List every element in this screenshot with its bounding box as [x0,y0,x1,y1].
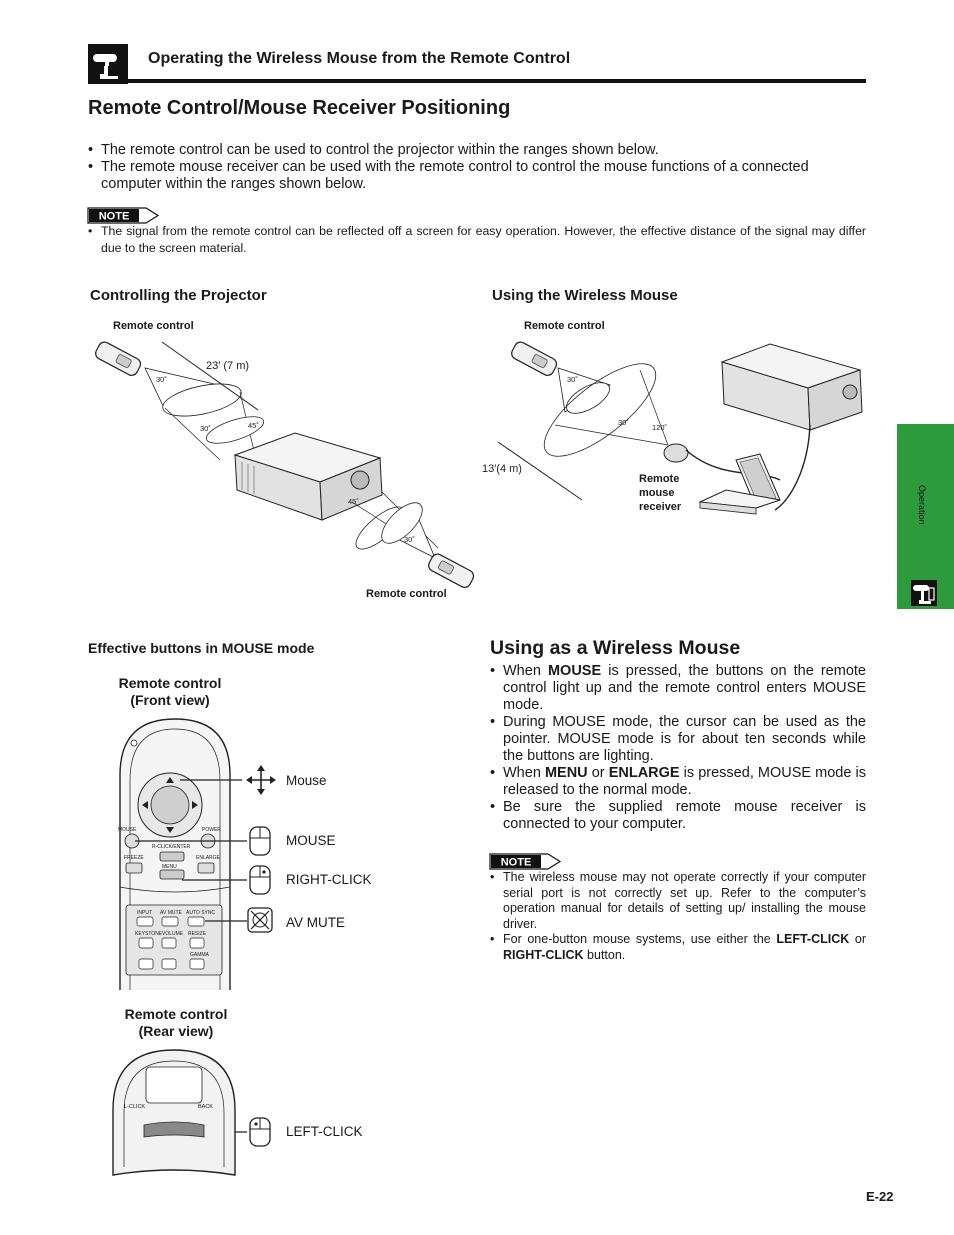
front-view-caption: Remote control (Front view) [118,675,222,708]
note-label: NOTE [98,210,130,223]
remote-icon [510,340,559,377]
left-distance: 23′ (7 m) [206,360,250,372]
left-remote-label-top: Remote control [113,320,194,332]
angle-label: 30˚ [156,375,167,384]
av-mute-icon [247,907,273,933]
svg-text:POWER: POWER [202,827,221,833]
wireless-bullet: • When MENU or ENLARGE is pressed, MOUSE mode is released to the normal mode. [490,765,866,799]
section-title: Remote Control/Mouse Receiver Positioning [88,97,511,119]
wireless-bullet: • During MOUSE mode, the cursor can be used as the pointer. MOUSE mode is for about ten seconds while the buttons are lighting. [490,714,866,765]
right-click-icon [249,865,271,895]
wireless-bullet: • Be sure the supplied remote mouse receiver is connected to your computer. [490,799,866,833]
svg-text:KEYSTONE: KEYSTONE [135,931,163,937]
operation-hand-icon [88,44,128,84]
svg-text:L-CLICK: L-CLICK [124,1104,146,1110]
remote-rear-view [110,1045,238,1180]
left-click-button [144,1122,204,1137]
effective-buttons-title: Effective buttons in MOUSE mode [88,640,315,656]
left-remote-label-bottom: Remote control [366,588,447,600]
note-list [88,223,866,256]
header-rule [88,79,866,83]
callout-mouse-button: MOUSE [286,833,336,848]
wireless-list [490,663,866,833]
svg-text:MOUSE: MOUSE [118,827,137,833]
left-click-icon [249,1117,271,1147]
note-label: NOTE [500,856,532,869]
receiver-label: Remote mouse receiver [639,473,682,513]
svg-text:FREEZE: FREEZE [124,855,144,861]
svg-text:INPUT: INPUT [137,910,152,916]
note-badge [88,208,158,223]
header-title: Operating the Wireless Mouse from the Remote Control [148,50,571,67]
svg-text:GAMMA: GAMMA [190,952,209,958]
angle-label: 120˚ [652,423,668,432]
svg-text:ENLARGE: ENLARGE [196,855,220,861]
svg-text:AUTO SYNC: AUTO SYNC [186,910,216,916]
intro-bullet: • The remote control can be used to control the projector within the ranges shown below. [88,142,866,159]
svg-text:RESIZE: RESIZE [188,931,207,937]
intro-bullet: • The remote mouse receiver can be used with the remote control to control the mouse functions of a connected computer within the ranges shown below. [88,159,866,193]
remote-icon [94,340,143,377]
wireless-title: Using as a Wireless Mouse [490,637,741,659]
note-text: • The signal from the remote control can be reflected off a screen for easy operation. However, the effective distance of the signal may differ due to the screen material. [88,223,866,256]
callout-av-mute: AV MUTE [286,915,346,930]
callout-right-click: RIGHT-CLICK [286,872,372,887]
angle-label: 45˚ [248,421,259,430]
svg-text:AV MUTE: AV MUTE [160,910,182,916]
svg-text:VOLUME: VOLUME [162,931,184,937]
laptop-icon [700,454,780,514]
svg-text:R-CLICK/ENTER: R-CLICK/ENTER [152,844,191,850]
angle-label: 45˚ [348,497,359,506]
angle-label: 30˚ [567,375,578,384]
angle-label: 30˚ [404,535,415,544]
svg-text:BACK: BACK [198,1104,213,1110]
projector-range-diagram [90,330,490,600]
angle-label: 30˚ [200,424,211,433]
wireless-note: • The wireless mouse may not operate correctly if your computer serial port is not correctly set up. Refer to the computer’s operation manual for details of setting up/ installing the mouse driver. [490,870,866,932]
angle-label: 30˚ [618,418,629,427]
wireless-bullet: • When MOUSE is pressed, the buttons on the remote control light up and the remote control enters MOUSE mode. [490,663,866,714]
svg-text:MENU: MENU [162,864,177,870]
note-badge [490,854,560,869]
four-way-arrow-icon [246,765,276,795]
page-number: E-22 [866,1189,894,1204]
intro-list [88,142,866,193]
callout-left-click: LEFT-CLICK [286,1124,363,1139]
projector-icon [722,344,862,430]
left-diagram-title: Controlling the Projector [90,287,267,304]
right-remote-label: Remote control [524,320,605,332]
remote-icon [427,552,476,589]
right-distance: 13′(4 m) [482,463,522,475]
receiver-icon [664,444,688,462]
rear-view-caption: Remote control (Rear view) [124,1006,228,1039]
side-tab-icon [911,580,937,606]
wireless-note: • For one-button mouse systems, use either the LEFT-CLICK or RIGHT-CLICK button. [490,932,866,963]
right-diagram-title: Using the Wireless Mouse [492,287,678,304]
mouse-icon [249,826,271,856]
callout-mouse-pad: Mouse [286,773,327,788]
side-tab-label: Operation [917,485,927,525]
wireless-note-list [490,870,866,964]
